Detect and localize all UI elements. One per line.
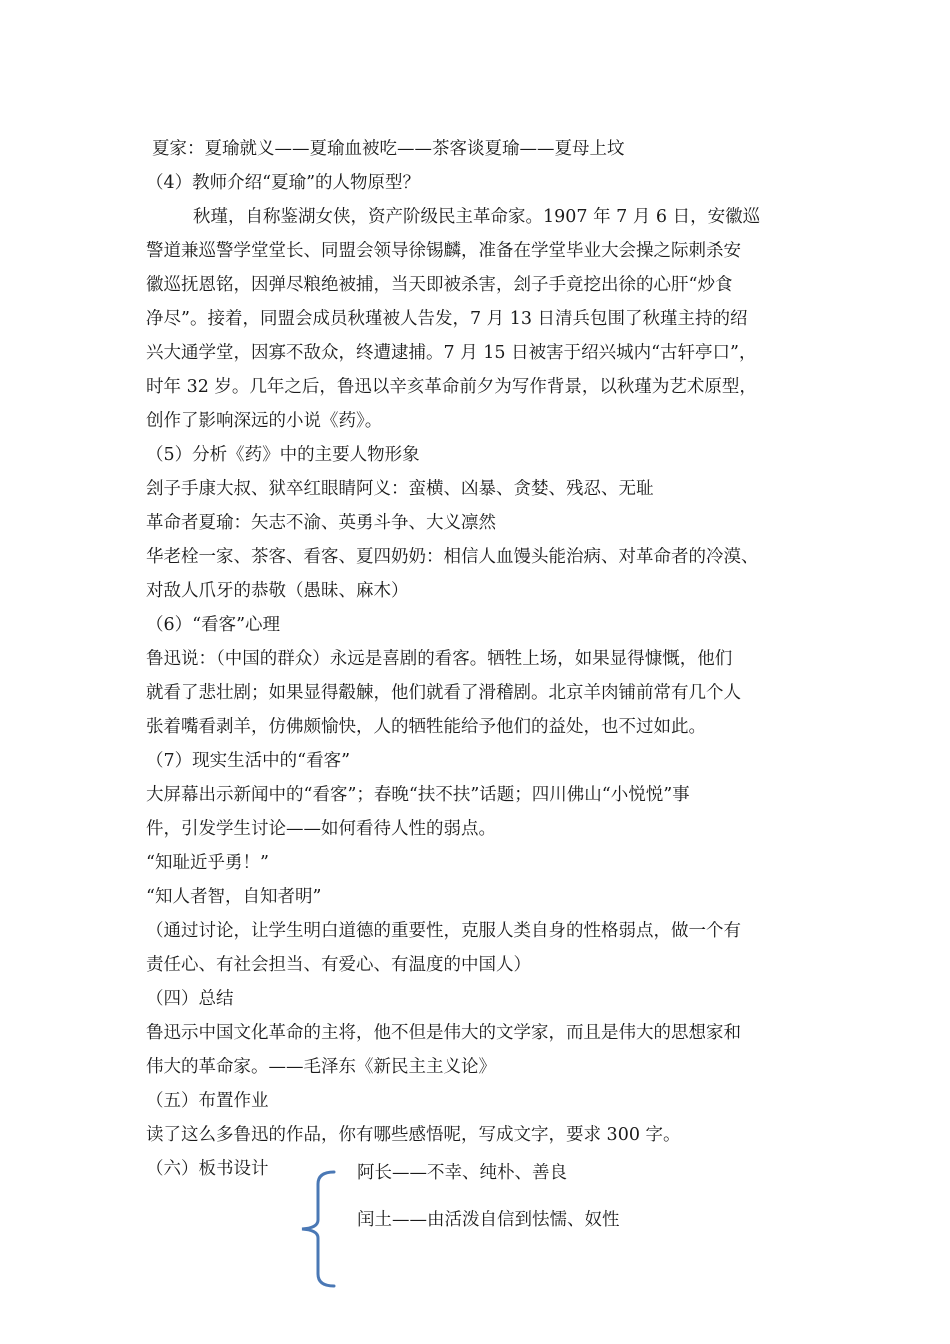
paragraph-qiu-jin-line-5: 兴大通学堂，因寡不敌众，终遭逮捕。7 月 15 日被害于绍兴城内“古轩亭口”， bbox=[146, 343, 757, 363]
heading-board-design: （六）板书设计 bbox=[146, 1159, 269, 1179]
paragraph-discussion-line-2: 责任心、有社会担当、有爱心、有温度的中国人） bbox=[146, 955, 531, 975]
paragraph-qiu-jin-line-2: 警道兼巡警学堂堂长、同盟会领导徐锡麟，准备在学堂毕业大会操之际刺杀安 bbox=[146, 241, 741, 261]
paragraph-revolutionary: 革命者夏瑜：矢志不渝、英勇斗争、大义凛然 bbox=[146, 513, 496, 533]
paragraph-news-line-1: 大屏幕出示新闻中的“看客”；春晚“扶不扶”话题；四川佛山“小悦悦”事 bbox=[146, 785, 690, 805]
paragraph-qiu-jin-line-7: 创作了影响深远的小说《药》。 bbox=[146, 411, 383, 431]
heading-4-xia-yu-prototype: （4）教师介绍“夏瑜”的人物原型？ bbox=[146, 173, 421, 193]
paragraph-lu-xun-quote-line-3: 张着嘴看剥羊，仿佛颇愉快，人的牺牲能给予他们的益处，也不过如此。 bbox=[146, 717, 706, 737]
quote-know-others: “知人者智，自知者明” bbox=[146, 887, 322, 907]
board-item-a-chang: 阿长——不幸、纯朴、善良 bbox=[357, 1163, 567, 1183]
paragraph-qiu-jin-line-3: 徽巡抚恩铭，因弹尽粮绝被捕，当天即被杀害，刽子手竟挖出徐的心肝“炒食 bbox=[146, 275, 733, 295]
brace-path bbox=[302, 1172, 334, 1286]
board-brace bbox=[298, 1170, 338, 1288]
paragraph-news-line-2: 件，引发学生讨论——如何看待人性的弱点。 bbox=[146, 819, 496, 839]
paragraph-homework: 读了这么多鲁迅的作品，你有哪些感悟呢，写成文字，要求 300 字。 bbox=[146, 1125, 681, 1145]
heading-5-character-analysis: （5）分析《药》中的主要人物形象 bbox=[146, 445, 420, 465]
paragraph-qiu-jin-line-6: 时年 32 岁。几年之后，鲁迅以辛亥革命前夕为写作背景，以秋瑾为艺术原型， bbox=[146, 377, 757, 397]
paragraph-qiu-jin-line-1: 秋瑾，自称鉴湖女侠，资产阶级民主革命家。1907 年 7 月 6 日，安徽巡 bbox=[193, 207, 761, 227]
heading-homework: （五）布置作业 bbox=[146, 1091, 269, 1111]
board-item-run-tu: 闰土——由活泼自信到怯懦、奴性 bbox=[357, 1210, 620, 1230]
paragraph-lu-xun-quote-line-1: 鲁迅说：（中国的群众）永远是喜剧的看客。牺牲上场，如果显得慷慨，他们 bbox=[146, 649, 733, 669]
paragraph-hua-family-line-2: 对敌人爪牙的恭敬（愚昧、麻木） bbox=[146, 581, 409, 601]
paragraph-qiu-jin-line-4: 净尽”。接着，同盟会成员秋瑾被人告发，7 月 13 日清兵包围了秋瑾主持的绍 bbox=[146, 309, 748, 329]
paragraph-summary-line-2: 伟大的革命家。——毛泽东《新民主主义论》 bbox=[146, 1057, 496, 1077]
paragraph-lu-xun-quote-line-2: 就看了悲壮剧；如果显得觳觫，他们就看了滑稽剧。北京羊肉铺前常有几个人 bbox=[146, 683, 741, 703]
paragraph-summary-line-1: 鲁迅示中国文化革命的主将，他不但是伟大的文学家，而且是伟大的思想家和 bbox=[146, 1023, 741, 1043]
heading-summary: （四）总结 bbox=[146, 989, 234, 1009]
paragraph-hua-family-line-1: 华老栓一家、茶客、看客、夏四奶奶：相信人血馒头能治病、对革命者的冷漠、 bbox=[146, 547, 759, 567]
paragraph-executioner: 刽子手康大叔、狱卒红眼睛阿义：蛮横、凶暴、贪婪、残忍、无耻 bbox=[146, 479, 654, 499]
heading-7-real-life-onlookers: （7）现实生活中的“看客” bbox=[146, 751, 351, 771]
heading-6-onlooker-psychology: （6）“看客”心理 bbox=[146, 615, 281, 635]
paragraph-discussion-line-1: （通过讨论，让学生明白道德的重要性，克服人类自身的性格弱点，做一个有 bbox=[146, 921, 741, 941]
paragraph-xia-family: 夏家：夏瑜就义——夏瑜血被吃——茶客谈夏瑜——夏母上坟 bbox=[152, 139, 625, 159]
quote-shame-courage: “知耻近乎勇！” bbox=[146, 853, 269, 873]
